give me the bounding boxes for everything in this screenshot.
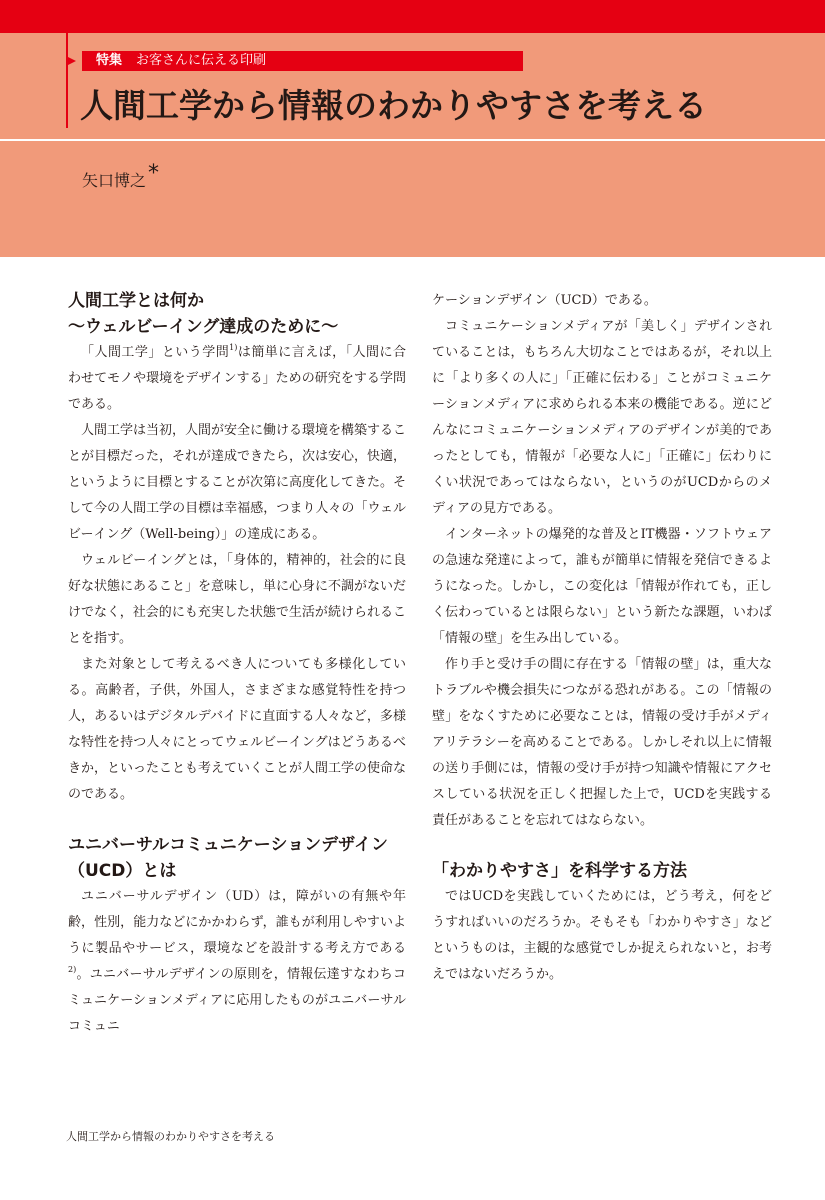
author-footnote-mark: * — [148, 161, 160, 186]
heading-line: ～ウェルビーイング達成のために～ — [68, 317, 339, 337]
section-heading-science — [432, 858, 772, 884]
author-line — [82, 160, 159, 195]
series-subtitle: お客さんに伝える印刷 — [136, 53, 267, 68]
section-heading-ucd — [68, 832, 406, 884]
section-gap — [432, 834, 772, 858]
right-column — [432, 288, 772, 988]
paragraph: 作り手と受け手の間に存在する「情報の壁」は，重大なトラブルや機会損失につながる恐れがある。この「情報の壁」をなくすために必要なことは，情報の受け手がメディアリテラシーを高めることである。しかしそれ以上に情報の送り手側には，情報の受け手が持つ知識や情報にアクセスしている状況を正しく把握した上で，UCDを実践する責任があることを忘れてはならない。 — [432, 657, 772, 828]
author-name: 矢口博之 — [82, 171, 147, 190]
paragraph: 人間工学は当初，人間が安全に働ける環境を構築することが目標だった，それが達成できたら，次は安心，快適，というように目標とすることが次第に高度化してきた。そして今の人間工学の目標は幸福感，つまり人々の「ウェルビーイング（Well-being）」の達成にある。 — [68, 423, 407, 542]
title-accent-line — [66, 33, 68, 128]
heading-line: 「わかりやすさ」を科学する方法 — [432, 861, 687, 881]
footnote-ref: 1) — [229, 343, 238, 352]
paragraph-text: は簡単に言えば，「人間に合わせてモノや環境をデザインする」ための研究をする学問である。 — [68, 345, 406, 412]
paragraph-text: 。ユニバーサルデザインの原則を，情報伝達すなわちコミュニケーションメディアに応用したものがユニバーサルコミュニ — [68, 967, 406, 1034]
section-heading-ergonomics — [68, 288, 406, 340]
paragraph-text: ユニバーサルデザイン（UD）は，障がいの有無や年齢，性別，能力などにかかわらず，誰もが利用しやすいように製品やサービス，環境などを設計する考え方である — [68, 889, 406, 956]
left-column — [68, 288, 406, 1040]
top-color-bar — [0, 0, 825, 33]
footnote-ref: 2) — [68, 965, 77, 974]
paragraph: ウェルビーイングとは，「身体的，精神的，社会的に良好な状態にあること」を意味し，単に心身に不調がないだけでなく，社会的にも充実した状態で生活が続けられることを指す。 — [68, 553, 407, 646]
header-divider — [0, 139, 825, 141]
series-tag — [82, 51, 523, 71]
running-footer: 人間工学から情報のわかりやすさを考える — [66, 1130, 275, 1143]
paragraph — [68, 340, 406, 418]
heading-line: 人間工学とは何か — [68, 291, 204, 311]
paragraph: また対象として考えるべき人についても多様化している。高齢者，子供，外国人，さまざまな感覚特性を持つ人，あるいはデジタルデバイドに直面する人々など，多様な特性を持つ人々にとってウェルビーイングはどうあるべきか，といったことも考えていくことが人間工学の使命なのである。 — [68, 657, 407, 802]
series-label: 特集 — [96, 53, 123, 68]
paragraph-continuation: ケーションデザイン（UCD）である。 — [432, 293, 657, 308]
paragraph-text: 「人間工学」という学問 — [81, 345, 230, 360]
section-gap — [68, 808, 406, 832]
heading-line: （UCD）とは — [68, 861, 177, 881]
paragraph: コミュニケーションメディアが「美しく」デザインされていることは，もちろん大切なことではあるが，それ以上に「より多くの人に」「正確に伝わる」ことがコミュニケーションメディアに求められる本来の機能である。逆にどんなにコミュニケーションメディアのデザインが美的であったとしても，情報が「必要な人に」「正確に」伝わりにくい状況であってはならない，というのがUCDからのメディアの見方である。 — [432, 319, 772, 516]
heading-line: ユニバーサルコミュニケーションデザイン — [68, 835, 388, 855]
article-title: 人間工学から情報のわかりやすさを考える — [80, 86, 707, 125]
paragraph — [68, 884, 406, 1040]
paragraph: ではUCDを実践していくためには，どう考え，何をどうすればいいのだろうか。そもそも「わかりやすさ」などというものは，主観的な感覚でしか捉えられないと，お考えではないだろうか。 — [432, 889, 772, 982]
paragraph: インターネットの爆発的な普及とIT機器・ソフトウェアの急速な発達によって，誰もが簡単に情報を発信できるようになった。しかし，この変化は「情報が作れても，正しく伝わっているとは限らない」という新たな課題，いわば「情報の壁」を生み出している。 — [432, 527, 772, 646]
